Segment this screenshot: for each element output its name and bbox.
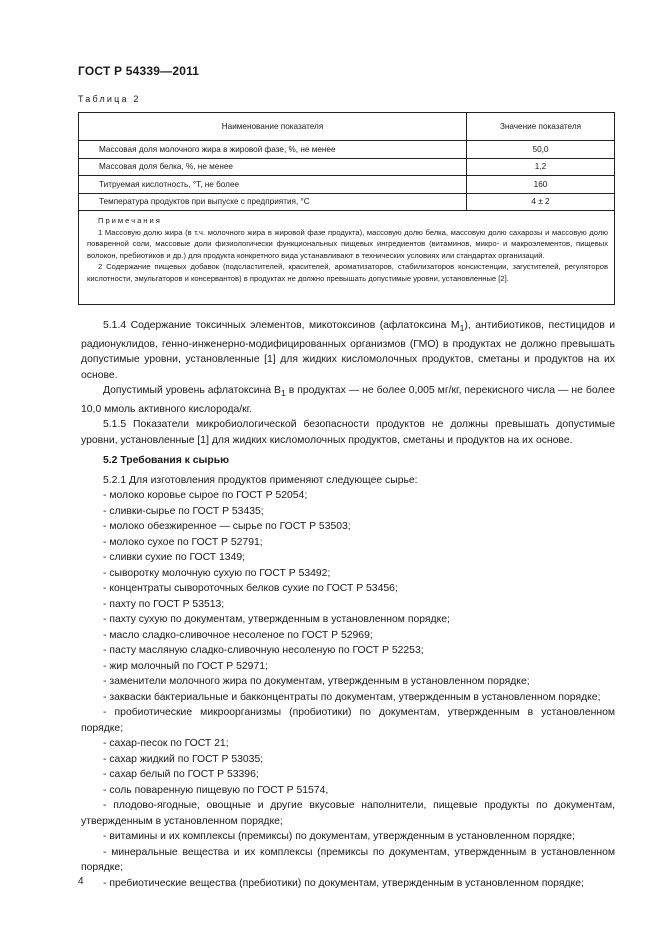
column-header-value: Значение показателя xyxy=(499,122,582,131)
note-item: 2 Содержание пищевых добавок (подсластителей, красителей, ароматизаторов, стабилизаторов консистенции, загустителей, регуляторов кислотности, эмульгаторов и консервантов) в продуктах не должно превышать допустимые уровни, установленные [2]. xyxy=(87,262,608,283)
text-span: ), антибиотиков, пестицидов и радионуклидов, генно-инженерно-модифицированных организмов (ГМО) в продуктах не должно превышать допустимые уровни, установленные [1] для жидких кисломолочных продуктов, сметаны и продуктов на их основе. xyxy=(81,320,615,381)
subscript: 1 xyxy=(459,323,465,334)
table-row xyxy=(79,159,614,177)
indicator-value: 50,0 xyxy=(532,144,549,154)
table-row xyxy=(79,141,614,159)
list-item: - закваски бактериальные и бакконцентраты по документам, утвержденным в установленном порядке; xyxy=(103,691,601,703)
list-item: - сыворотку молочную сухую по ГОСТ Р 53492; xyxy=(103,567,331,579)
text-span: Допустимый уровень афлатоксина B xyxy=(103,385,281,397)
indicator-value: 4 ± 2 xyxy=(531,197,550,207)
list-item: - заменители молочного жира по документам, утвержденным в установленном порядке; xyxy=(103,676,530,688)
text-span: в продуктах — не более 0,005 мг/кг, перекисного числа — не более 10,0 ммоль активного кислорода/кг. xyxy=(81,385,615,415)
list-item: - сахар белый по ГОСТ Р 53396; xyxy=(103,769,259,781)
indicator-value: 1,2 xyxy=(534,162,547,172)
table-row xyxy=(79,194,614,212)
subscript: 1 xyxy=(280,388,286,399)
paragraph-5-2-1: 5.2.1 Для изготовления продуктов применяют следующее сырье: xyxy=(103,474,418,486)
text-span: 5.1.4 Содержание токсичных элементов, микотоксинов (афлатоксина M xyxy=(103,320,460,331)
list-item: - минеральные вещества и их комплексы (премиксы по документам, утвержденным в установленном порядке; xyxy=(81,846,615,874)
indicator-name: Титруемая кислотность, °Т, не более xyxy=(79,176,467,193)
indicator-name: Температура продуктов при выпуске с предприятия, °С xyxy=(79,194,467,211)
list-item: - жир молочный по ГОСТ Р 52971; xyxy=(103,660,268,672)
list-item: - сливки сухие по ГОСТ 1349; xyxy=(103,552,246,564)
list-item: - плодово-ягодные, овощные и другие вкусовые наполнители, пищевые продукты по документам, утвержденным в установленном порядке; xyxy=(81,800,615,827)
document-body xyxy=(81,318,615,891)
list-item: - молоко обезжиренное — сырье по ГОСТ Р 53503; xyxy=(103,521,351,533)
list-item: - пахту по ГОСТ Р 53513; xyxy=(103,598,225,610)
indicator-value: 160 xyxy=(533,179,548,189)
indicator-name: Массовая доля молочного жира в жировой фазе, %, не менее xyxy=(79,141,467,158)
paragraph-aflatoxin xyxy=(81,383,615,417)
document-header: ГОСТ Р 54339—2011 xyxy=(78,64,200,78)
list-item: - молоко коровье сырое по ГОСТ Р 52054; xyxy=(103,490,308,502)
list-item: - пасту масляную сладко-сливочную несоленую по ГОСТ Р 52253; xyxy=(103,645,424,657)
column-header-name: Наименование показателя xyxy=(79,113,467,140)
list-item: - витамины и их комплексы (премиксы) по документам, утвержденным в установленном порядке; xyxy=(103,831,575,843)
list-item: - молоко сухое по ГОСТ Р 52791; xyxy=(103,536,263,548)
note-item: 1 Массовую долю жира (в т.ч. молочного жира в жировой фазе продукта), массовую долю белка, массовую долю сахарозы и массовую долю поваренной соли, массовые доли физиологически функциональных пищевых ингредиентов (витаминов, микро- и макроэлементов, пищевых волокон, пребиотиков и др.) для продукта конкретного вида устанавливают в технических условиях или стандартах организаций. xyxy=(87,227,608,260)
list-item: - пребиотические вещества (пребиотики) по документам, утвержденным в установленном порядке; xyxy=(103,877,584,889)
table-row xyxy=(79,176,614,194)
indicators-table xyxy=(78,112,615,305)
indicator-name: Массовая доля белка, %, не менее xyxy=(79,159,467,176)
list-item: - сливки-сырье по ГОСТ Р 53435; xyxy=(103,505,264,517)
list-item: - сахар-песок по ГОСТ 21; xyxy=(103,738,229,750)
table-notes xyxy=(79,211,614,287)
table-caption: Таблица 2 xyxy=(78,94,141,104)
list-item: - сахар жидкий по ГОСТ Р 53035; xyxy=(103,753,264,765)
list-item: - масло сладко-сливочное несоленое по ГОСТ Р 52969; xyxy=(103,629,373,641)
paragraph-5-1-5: 5.1.5 Показатели микробиологической безопасности продуктов не должны превышать допустимые уровни, установленные [1] для жидких кисломолочных продуктов, сметаны и продуктов на их основе. xyxy=(81,419,615,446)
section-heading: 5.2 Требования к сырью xyxy=(103,455,230,467)
list-item: - концентраты сывороточных белков сухие по ГОСТ Р 53456; xyxy=(103,583,398,595)
list-item: - пахту сухую по документам, утвержденным в установленном порядке; xyxy=(103,614,450,626)
table-header-row xyxy=(79,113,614,141)
list-item: - пробиотические микроорганизмы (пробиотики) по документам, утвержденным в установленном порядке; xyxy=(81,707,615,734)
notes-title: Примечания xyxy=(98,216,162,225)
list-item: - соль поваренную пищевую по ГОСТ Р 51574, xyxy=(103,784,329,796)
paragraph-5-1-4 xyxy=(81,318,615,383)
page-number: 4 xyxy=(78,876,84,887)
